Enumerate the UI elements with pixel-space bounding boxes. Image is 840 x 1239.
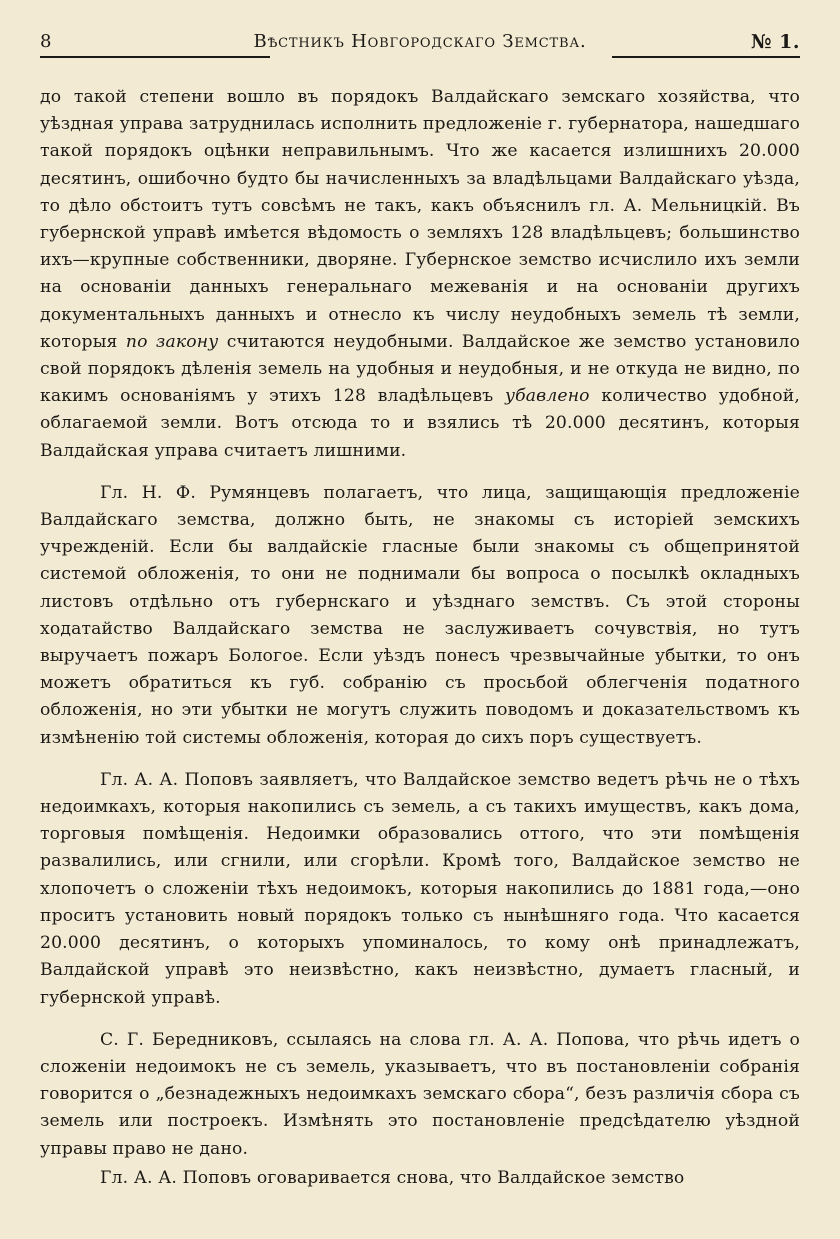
page-number: 8 — [40, 31, 52, 52]
paragraph-3: Гл. А. А. Поповъ заявляетъ, что Валдайское земство ведетъ рѣчь не о тѣхъ недоимкахъ, которыя накопились съ земель, а съ такихъ имуществъ, какъ дома, торговыя помѣщенія. Недоимки образовались оттого, что эти помѣщенія развалились, или сгнили, или сгорѣли. Кромѣ того, Валдайское земство не хлопочетъ о сложеніи тѣхъ недоимокъ, которыя накопились до 1881 года,—оно проситъ установить новый порядокъ только съ нынѣшняго года. Что касается 20.000 десятинъ, о которыхъ упоминалось, то кому онѣ принадлежатъ, Валдайской управѣ это неизвѣстно, какъ неизвѣстно, думаетъ гласный, и губернской управѣ. — [40, 769, 800, 1008]
header-rule-right — [612, 56, 800, 58]
body-text — [40, 84, 800, 1192]
running-title: Вѣстникъ Новгородскаго Земства. — [253, 31, 587, 52]
paragraph-4: С. Г. Бередниковъ, ссылаясь на слова гл. А. А. Попова, что рѣчь идетъ о сложеніи недоимокъ не съ земель, указываетъ, что въ постановленіи собранія говорится о „безнадежныхъ недоимкахъ земскаго сбора“, безъ различія сбора съ земель или построекъ. Измѣнять это постановленіе предсѣдателю уѣздной управы право не дано. — [40, 1029, 800, 1159]
paragraph-2: Гл. Н. Ф. Румянцевъ полагаетъ, что лица, защищающія предложеніе Валдайскаго земства, должно быть, не знакомы съ исторіей земскихъ учрежденій. Если бы валдайскіе гласные были знакомы съ общепринятой системой обложенія, то они не поднимали бы вопроса о посылкѣ окладныхъ листовъ отдѣльно отъ губернскаго и уѣзднаго земствъ. Съ этой стороны ходатайство Валдайскаго земства не заслуживаетъ сочувствія, но тутъ выручаетъ пожаръ Бологое. Если уѣздъ понесъ чрезвычайные убытки, то онъ можетъ обратиться къ губ. собранію съ просьбой облегченія податного обложенія, но эти убытки не могутъ служить поводомъ и доказательствомъ къ измѣненію той системы обложенія, которая до сихъ поръ существуетъ. — [40, 482, 800, 748]
paragraph-1 — [40, 84, 800, 465]
paragraph-1-text-b: считаются неудобными. Валдайское же земство установило свой порядокъ дѣленія земель на удобныя и неудобныя, и не откуда не видно, по какимъ основаніямъ у этихъ 128 владѣльцевъ — [40, 331, 800, 407]
paragraph-1-italic-a: по закону — [125, 331, 219, 352]
paragraph-5: Гл. А. А. Поповъ оговаривается снова, что Валдайское земство — [100, 1167, 685, 1188]
issue-number: № 1. — [750, 31, 800, 53]
page-header — [40, 31, 800, 57]
paragraph-1-text-c: количество удобной, облагаемой земли. Вотъ отсюда то и взялись тѣ 20.000 десятинъ, которыя Валдайская управа считаетъ лишними. — [40, 386, 801, 461]
paragraph-1-text-a: до такой степени вошло въ порядокъ Валдайскаго земскаго хозяйства, что уѣздная управа затруднилась исполнить предложеніе г. губернатора, нашедшаго такой порядокъ оцѣнки неправильнымъ. Что же касается излишнихъ 20.000 десятинъ, ошибочно будто бы начисленныхъ за владѣльцами Валдайскаго уѣзда, то дѣло обстоитъ тутъ совсѣмъ не такъ, какъ объяснилъ гл. А. Мельницкій. Въ губернской управѣ имѣется вѣдомость о земляхъ 128 владѣльцевъ; большинство ихъ—крупные собственники, дворяне. Губернское земство исчислило ихъ земли на основаніи данныхъ генеральнаго межеванія и на основаніи другихъ документальныхъ данныхъ и отнесло къ числу неудобныхъ земель тѣ земли, которыя — [40, 87, 800, 352]
paragraph-1-italic-b: убавлено — [504, 386, 590, 407]
header-rule-left — [40, 56, 270, 58]
